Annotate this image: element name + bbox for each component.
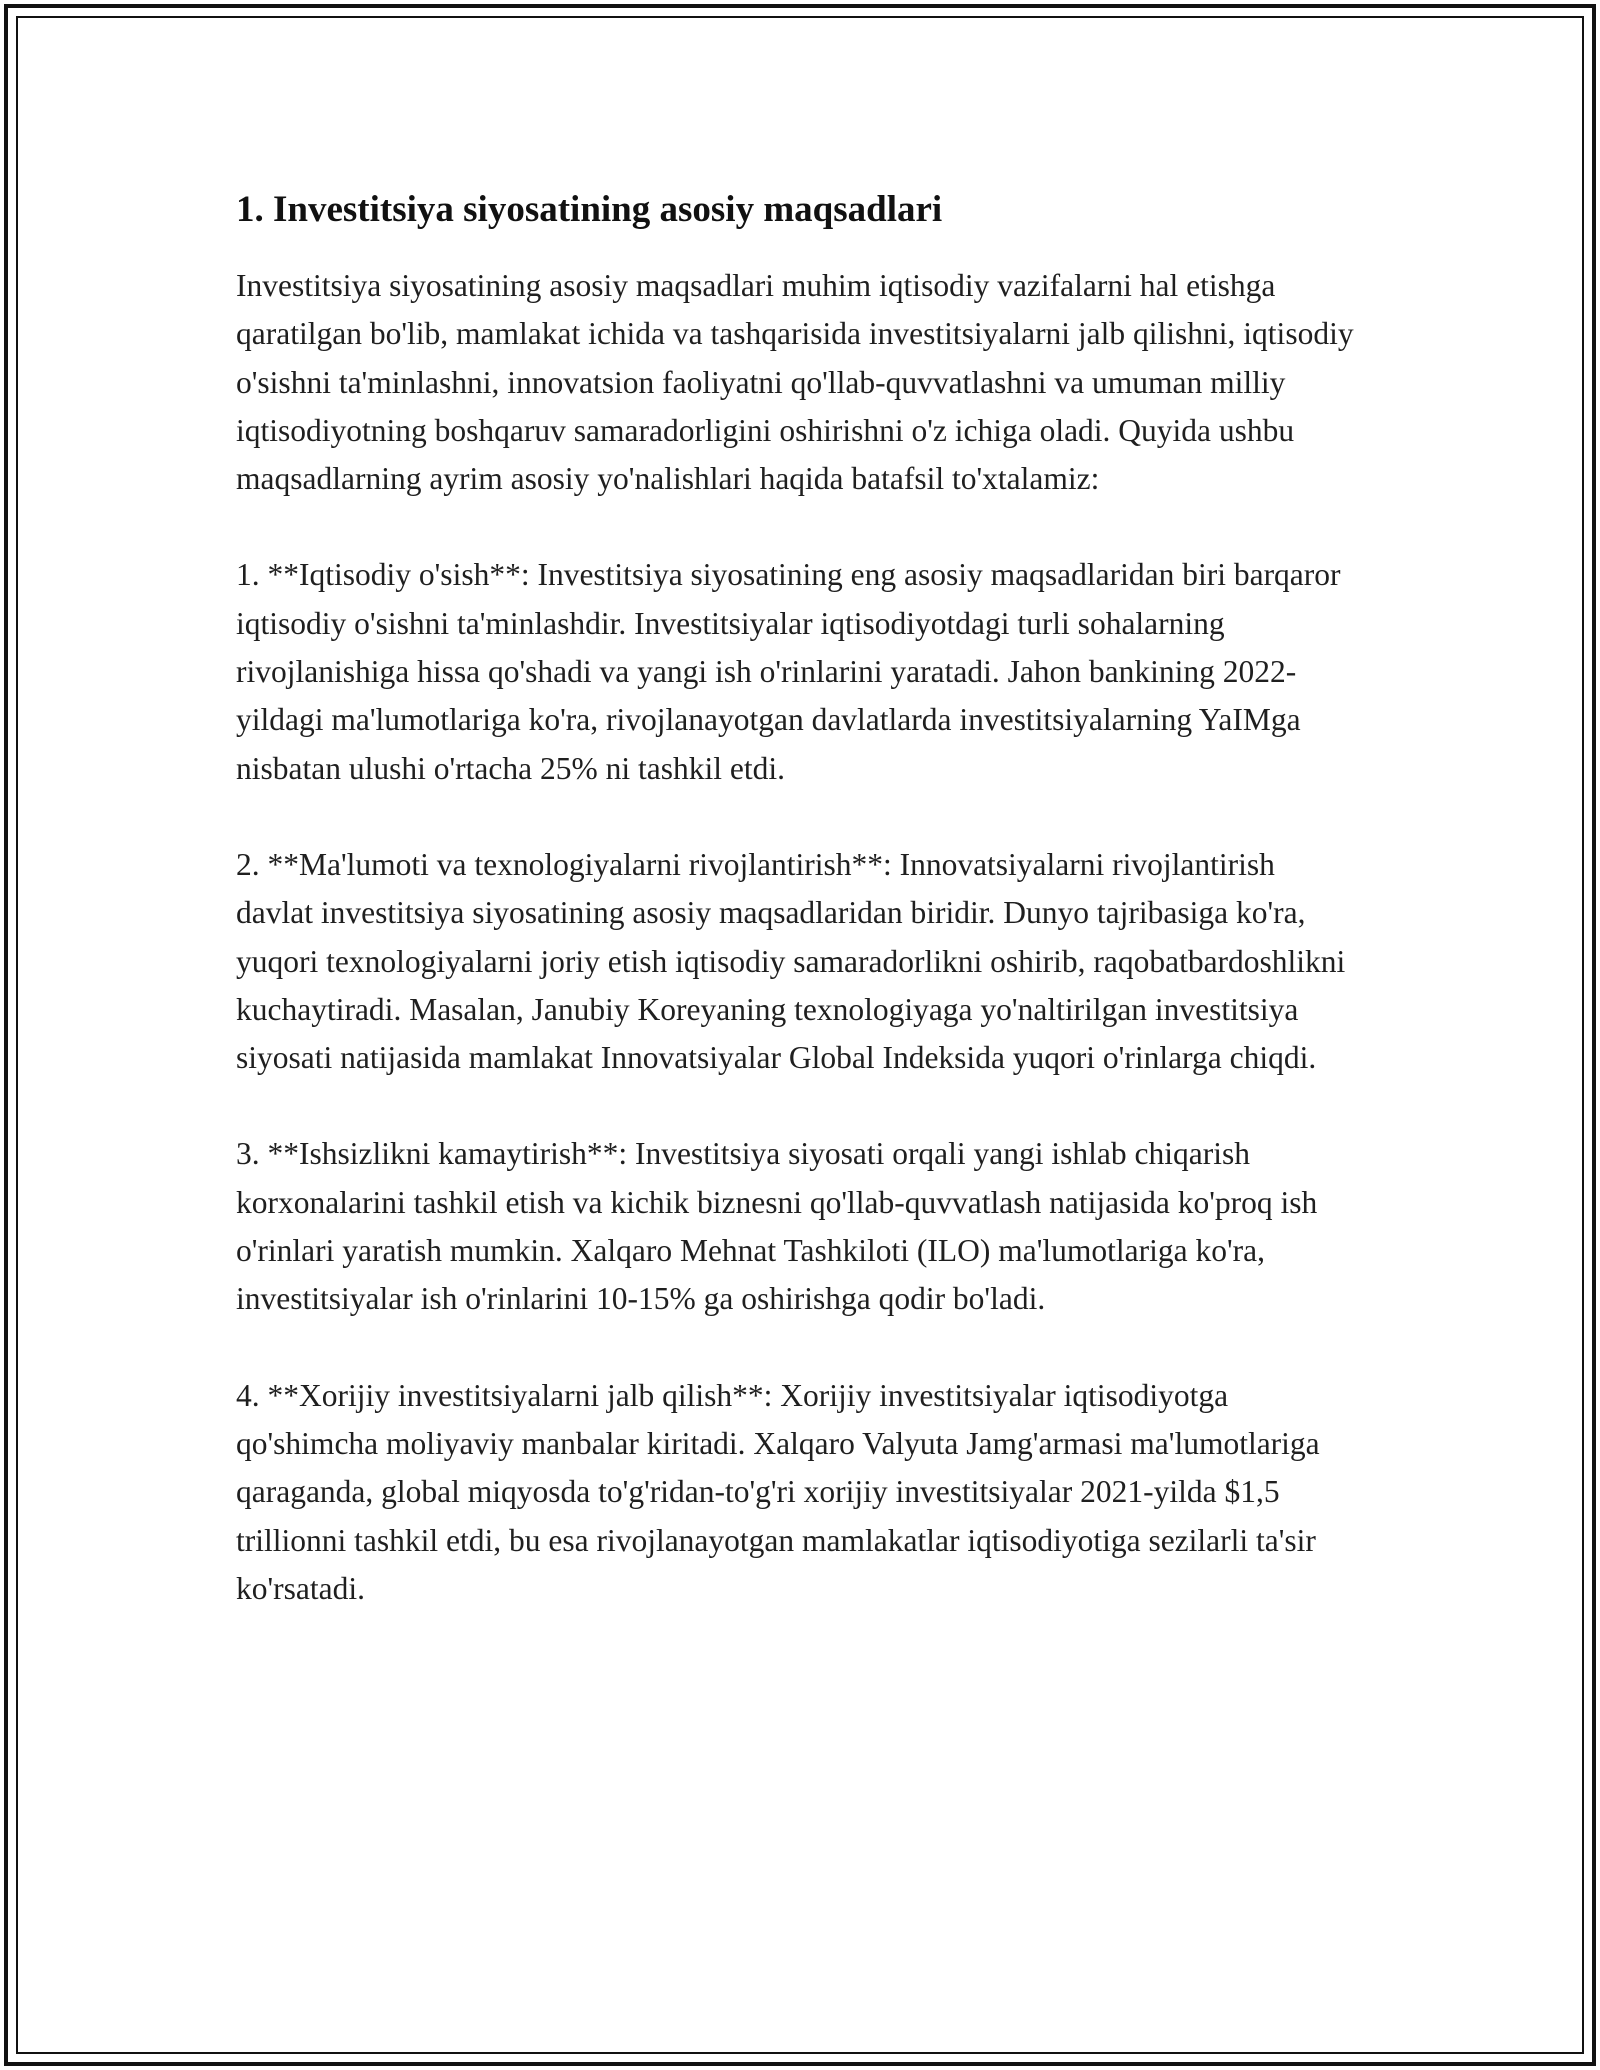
- intro-paragraph: Investitsiya siyosatining asosiy maqsadlari muhim iqtisodiy vazifalarni hal etishga qaratilgan bo'lib, mamlakat ichida va tashqarisida investitsiyalarni jalb qilishni, iqtisodiy o'sishni ta'minlashni, innovatsion faoliyatni qo'llab-quvvatlashni va umuman milliy iqtisodiyotning boshqaruv samaradorligini oshirishni o'z ichiga oladi. Quyida ushbu maqsadlarning ayrim asosiy yo'nalishlari haqida batafsil to'xtalamiz:: [236, 268, 1354, 497]
- list-item-technology-development: 2. **Ma'lumoti va texnologiyalarni rivojlantirish**: Innovatsiyalarni rivojlantirish davlat investitsiya siyosatining asosiy maqsadlaridan biridir. Dunyo tajribasiga ko'ra, yuqori texnologiyalarni joriy etish iqtisodiy samaradorlikni oshirib, raqobatbardoshlikni kuchaytiradi. Masalan, Janubiy Koreyaning texnologiyaga yo'naltirilgan investitsiya siyosati natijasida mamlakat Innovatsiyalar Global Indeksida yuqori o'rinlarga chiqdi.: [236, 846, 1346, 1076]
- list-item-unemployment-reduction: 3. **Ishsizlikni kamaytirish**: Investitsiya siyosati orqali yangi ishlab chiqarish korxonalarini tashkil etish va kichik biznesni qo'llab-quvvatlash natijasida ko'proq ish o'rinlari yaratish mumkin. Xalqaro Mehnat Tashkiloti (ILO) ma'lumotlariga ko'ra, investitsiyalar ish o'rinlarini 10-15% ga oshirishga qodir bo'ladi.: [236, 1136, 1318, 1317]
- document-body: [236, 186, 1356, 1613]
- list-item-foreign-investment: 4. **Xorijiy investitsiyalarni jalb qilish**: Xorijiy investitsiyalar iqtisodiyotga qo'shimcha moliyaviy manbalar kiritadi. Xalqaro Valyuta Jamg'armasi ma'lumotlariga qaraganda, global miqyosda to'g'ridan-to'g'ri xorijiy investitsiyalar 2021-yilda $1,5 trillionni tashkil etdi, bu esa rivojlanayotgan mamlakatlar iqtisodiyotiga sezilarli ta'sir ko'rsatadi.: [236, 1377, 1320, 1606]
- list-item-economic-growth: 1. **Iqtisodiy o'sish**: Investitsiya siyosatining eng asosiy maqsadlaridan biri barqaror iqtisodiy o'sishni ta'minlashdir. Investitsiyalar iqtisodiyotdagi turli sohalarning rivojlanishiga hissa qo'shadi va yangi ish o'rinlarini yaratadi. Jahon bankining 2022-yildagi ma'lumotlariga ko'ra, rivojlanayotgan davlatlarda investitsiyalarning YaIMga nisbatan ulushi o'rtacha 25% ni tashkil etdi.: [236, 557, 1341, 786]
- section-heading: 1. Investitsiya siyosatining asosiy maqsadlari: [236, 189, 943, 230]
